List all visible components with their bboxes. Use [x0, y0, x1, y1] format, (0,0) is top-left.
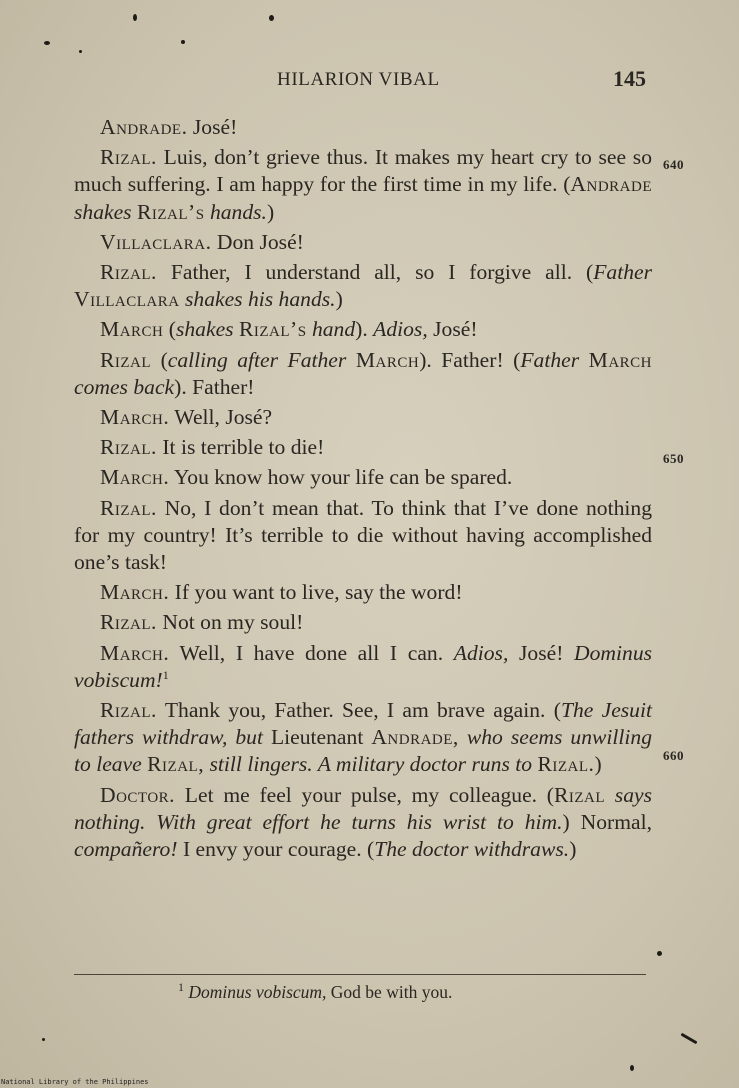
stage-direction: compañero!: [74, 837, 178, 862]
footnote-ref: 1: [162, 667, 169, 682]
dialogue-paragraph: [74, 464, 652, 491]
speaker-name: Rizal.: [100, 610, 157, 635]
dialogue-text: (: [163, 317, 176, 342]
stage-direction: Adios,: [373, 317, 434, 342]
stage-direction: hands.: [204, 199, 267, 224]
footnote-gloss: God be with you.: [326, 982, 453, 1002]
stage-direction: shakes: [175, 317, 239, 342]
dialogue-text: No, I don’t mean that. To think that I’ve done nothing for my country! It’s terrible to die without having accomplished one’s task!: [74, 495, 652, 575]
footnote-rule: [74, 974, 646, 975]
dialogue-paragraph: [74, 114, 652, 141]
speaker-name: Andrade: [570, 172, 652, 197]
dialogue-text: If you want to live, say the word!: [169, 580, 463, 605]
dialogue-text: ): [569, 837, 577, 862]
page-header: [0, 66, 739, 96]
speaker-name: Rizal.: [100, 260, 157, 285]
dialogue-paragraph: [74, 434, 652, 461]
dialogue-paragraph: [74, 259, 652, 313]
line-number: 650: [663, 451, 684, 466]
stage-direction: The Jesuit fathers withdraw, but: [74, 698, 652, 750]
dialogue-text: Thank you, Father. See, I am brave again. (: [156, 698, 561, 723]
dialogue-paragraph: [74, 640, 652, 694]
dialogue-text: ).: [355, 317, 374, 342]
dialogue-text: ): [335, 287, 343, 312]
dialogue-text: Don José!: [211, 229, 304, 254]
dialogue-text: Well, José?: [169, 405, 273, 430]
ink-speck: [680, 1033, 697, 1045]
stage-direction: Father: [593, 260, 652, 285]
dialogue-text: ): [594, 752, 602, 777]
speaker-name: Rizal.: [100, 698, 157, 723]
dialogue-text: You know how your life can be spared.: [169, 465, 513, 490]
speaker-name: March.: [100, 465, 170, 490]
speaker-name: Rizal: [554, 782, 606, 807]
stage-direction: Dominus vobiscum!: [74, 640, 653, 692]
stage-direction: Father: [520, 347, 589, 372]
stage-direction: Adios,: [453, 640, 519, 665]
stage-direction: still lingers. A military doctor runs to: [204, 752, 538, 777]
speaker-name: March: [588, 347, 653, 372]
dialogue-text: Luis, don’t grieve thus. It makes my heart cry to see so much suffering. I am happy for the first time in my life. (: [74, 145, 652, 197]
ink-speck: [657, 951, 662, 956]
ink-speck: [269, 15, 274, 21]
dialogue-text: ) Normal,: [562, 809, 652, 834]
ink-speck: [181, 40, 185, 44]
stage-direction: shakes: [74, 199, 137, 224]
dialogue-text: ). Father!: [174, 374, 255, 399]
line-number: 660: [663, 748, 684, 763]
speaker-name: March: [355, 347, 420, 372]
speaker-name: Rizal’s: [136, 199, 205, 224]
stage-direction: calling after Father: [167, 347, 356, 372]
ink-speck: [630, 1065, 634, 1071]
dialogue-text: Father, I understand all, so I forgive all. (: [156, 260, 594, 285]
dialogue-text: Let me feel your pulse, my colleague. (: [175, 782, 554, 807]
line-number: 640: [663, 157, 684, 172]
speaker-name: Rizal.: [100, 495, 157, 520]
running-title: HILARION VIBAL: [277, 69, 440, 90]
speaker-name: Rizal: [100, 347, 152, 372]
speaker-name: Andrade,: [371, 725, 459, 750]
stage-direction: The doctor withdraws.: [374, 837, 570, 862]
scan-credit: National Library of the Philippines: [1, 1078, 149, 1086]
dialogue-text: José!: [519, 640, 575, 665]
dialogue-text: Lieutenant: [270, 725, 372, 750]
dialogue-paragraph: [74, 495, 652, 577]
dialogue-paragraph: [74, 229, 652, 256]
speaker-name: March: [100, 317, 164, 342]
stage-direction: hand: [306, 317, 356, 342]
speaker-name: Doctor.: [100, 782, 176, 807]
dialogue-text: (: [151, 347, 168, 372]
dialogue-text: ): [266, 199, 275, 224]
dialogue-paragraph: [74, 782, 652, 864]
speaker-name: Rizal.: [100, 435, 157, 460]
dialogue-text: It is terrible to die!: [156, 435, 325, 460]
stage-direction: shakes his hands.: [179, 287, 336, 312]
ink-speck: [42, 1038, 45, 1041]
speaker-name: Rizal.: [100, 145, 157, 170]
speaker-name: Rizal.: [537, 752, 595, 777]
speaker-name: Andrade.: [100, 115, 188, 139]
stage-direction: who seems unwilling to leave: [74, 725, 652, 777]
ink-speck: [133, 14, 137, 21]
ink-speck: [79, 50, 82, 53]
stage-direction: comes back: [74, 374, 175, 399]
speaker-name: Rizal,: [147, 752, 205, 777]
dialogue-text: ). Father! (: [419, 347, 521, 372]
speaker-name: Villaclara.: [100, 229, 212, 254]
dialogue-paragraph: [74, 347, 652, 401]
dialogue-paragraph: [74, 404, 652, 431]
dialogue-text: José!: [433, 317, 478, 342]
footnote-term: Dominus vobiscum,: [188, 982, 327, 1002]
speaker-name: March.: [100, 405, 170, 430]
stage-direction: says nothing. With great effort he turns his wrist to him.: [74, 782, 652, 834]
dialogue-paragraph: [74, 316, 652, 343]
dialogue-paragraph: [74, 144, 652, 226]
dialogue-paragraph: [74, 579, 652, 606]
dialogue-text: I envy your courage. (: [177, 837, 375, 862]
dialogue-text: José!: [187, 115, 238, 139]
speaker-name: March.: [100, 640, 170, 665]
dialogue-text: Well, I have done all I can.: [169, 640, 454, 665]
speaker-name: March.: [100, 580, 170, 605]
ink-speck: [44, 41, 50, 45]
play-dialogue: [74, 114, 652, 866]
dialogue-paragraph: [74, 697, 652, 779]
page-number: 145: [613, 66, 646, 91]
dialogue-paragraph: [74, 609, 652, 636]
speaker-name: Rizal’s: [238, 317, 307, 342]
speaker-name: Villaclara: [74, 287, 180, 312]
dialogue-text: Not on my soul!: [156, 610, 304, 635]
footnote: [178, 982, 452, 1003]
footnote-marker: 1: [178, 980, 184, 995]
